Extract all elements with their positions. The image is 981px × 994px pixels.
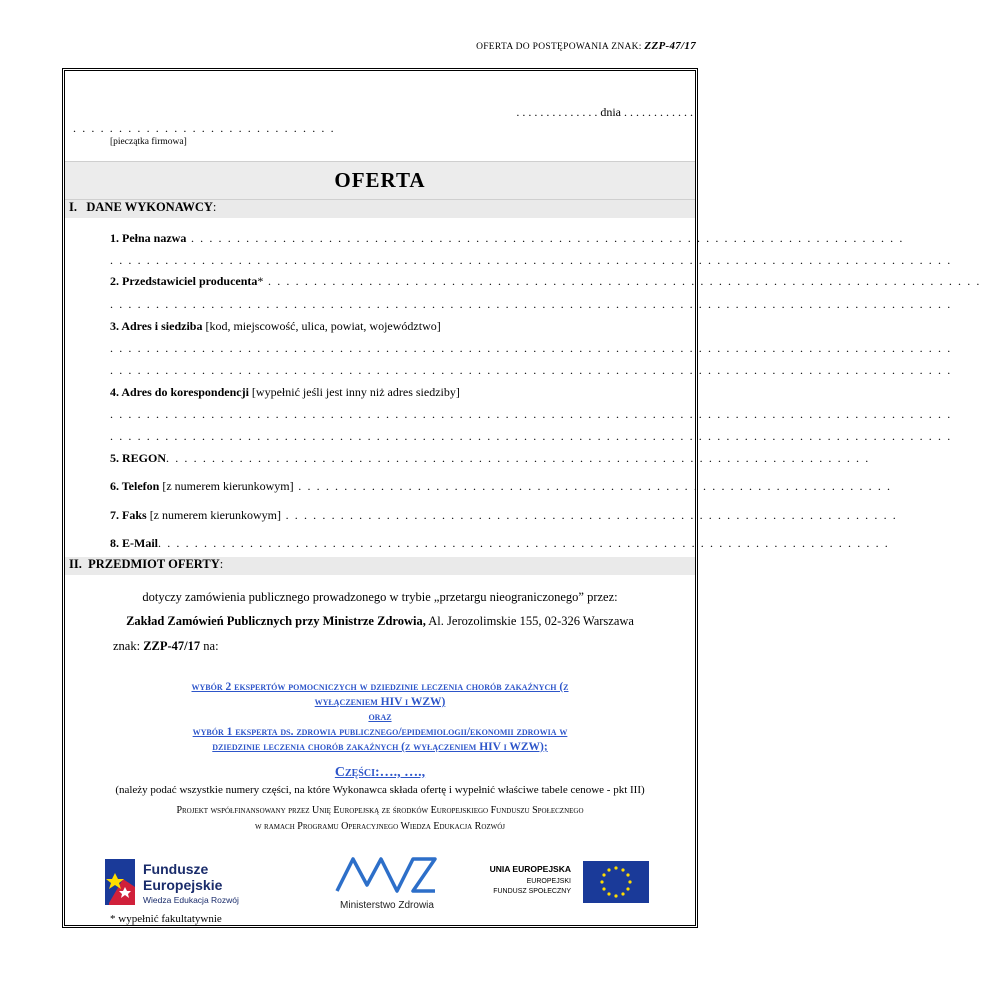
section-1-heading: I. DANE WYKONAWCY: xyxy=(65,200,695,218)
eu-flag-icon xyxy=(489,861,659,903)
subject-line-1: dotyczy zamówienia publicznego prowadzonego w trybie „przetargu nieograniczonego” przez: xyxy=(142,590,618,604)
fe-flag-icon xyxy=(105,857,255,909)
svg-text:Wiedza Edukacja Rozwój: Wiedza Edukacja Rozwój xyxy=(143,895,239,905)
field-phone[interactable]: 6. Telefon [z numerem kierunkowym] . . . . . . . . . . . . . . . . . . . . . . . . . . . . . . . . . . . . . . . . . . . . . . . . . . . . . . . . . . . . . . . . . xyxy=(110,479,892,493)
field-correspondence[interactable]: 4. Adres do korespondencji [wypełnić jeśli jest inny niż adres siedziby] xyxy=(110,385,460,399)
field-email[interactable]: 8. E-Mail. . . . . . . . . . . . . . . . . . . . . . . . . . . . . . . . . . . . . . . . . . . . . . . . . . . . . . . . . . . . . . . . . . . . . . . . . . . . . . . . xyxy=(110,536,890,550)
field-correspondence-line2[interactable]: . . . . . . . . . . . . . . . . . . . . . . . . . . . . . . . . . . . . . . . . . . . . . . . . . . . . . . . . . . . . . . . . . . . . . . . . . . . . . . . . . . . . . . . . . . . . xyxy=(110,429,952,443)
page-header xyxy=(476,40,696,52)
subject-ref: znak: ZZP-47/17 na: xyxy=(113,639,219,653)
field-producer-rep[interactable]: 2. Przedstawiciel producenta* . . . . . . . . . . . . . . . . . . . . . . . . . . . . . . . . . . . . . . . . . . . . . . . . . . . . . . . . . . . . . . . . . . . . . . . . . . . . . . xyxy=(110,274,981,288)
svg-text:Fundusze: Fundusze xyxy=(143,861,209,877)
page-title: OFERTA xyxy=(334,168,426,192)
field-full-name-line2[interactable]: . . . . . . . . . . . . . . . . . . . . . . . . . . . . . . . . . . . . . . . . . . . . . . . . . . . . . . . . . . . . . . . . . . . . . . . . . . . . . . . . . . . . . . . . . . . . xyxy=(110,253,952,267)
link-line-5[interactable]: dziedzinie leczenia chorób zakaźnych (z wyłączeniem HIV i WZW); xyxy=(212,741,548,753)
fundusze-europejskie-logo xyxy=(105,857,255,909)
offer-frame xyxy=(62,68,981,928)
field-regon[interactable]: 5. REGON. . . . . . . . . . . . . . . . . . . . . . . . . . . . . . . . . . . . . . . . . . . . . . . . . . . . . . . . . . . . . . . . . . . . . . . . . . . . . xyxy=(110,451,870,465)
field-fax[interactable]: 7. Faks [z numerem kierunkowym] . . . . . . . . . . . . . . . . . . . . . . . . . . . . . . . . . . . . . . . . . . . . . . . . . . . . . . . . . . . . . . . . . . . xyxy=(110,508,898,522)
ministerstwo-zdrowia-logo xyxy=(327,851,447,911)
mz-mark-icon xyxy=(327,851,447,911)
field-address-line2[interactable]: . . . . . . . . . . . . . . . . . . . . . . . . . . . . . . . . . . . . . . . . . . . . . . . . . . . . . . . . . . . . . . . . . . . . . . . . . . . . . . . . . . . . . . . . . . . . xyxy=(110,363,952,377)
field-full-name[interactable]: 1. Pełna nazwa . . . . . . . . . . . . . . . . . . . . . . . . . . . . . . . . . . . . . . . . . . . . . . . . . . . . . . . . . . . . . . . . . . . . . . . . . . . . . . xyxy=(110,231,904,245)
section-2-heading: II. PRZEDMIOT OFERTY: xyxy=(65,557,695,575)
header-prefix: OFERTA DO POSTĘPOWANIA ZNAK: xyxy=(476,42,645,52)
unia-europejska-logo xyxy=(489,861,659,903)
title-bar xyxy=(65,161,695,200)
subject-org: Zakład Zamówień Publicznych przy Ministrze Zdrowia, Al. Jerozolimskie 155, 02-326 Warszawa xyxy=(126,614,634,628)
field-producer-rep-line2[interactable]: . . . . . . . . . . . . . . . . . . . . . . . . . . . . . . . . . . . . . . . . . . . . . . . . . . . . . . . . . . . . . . . . . . . . . . . . . . . . . . . . . . . . . . . . . . . . xyxy=(110,297,952,311)
link-line-4[interactable]: wybór 1 eksperta ds. zdrowia publicznego/epidemiologii/ekonomii zdrowia w xyxy=(192,726,568,738)
field-correspondence-line1[interactable]: . . . . . . . . . . . . . . . . . . . . . . . . . . . . . . . . . . . . . . . . . . . . . . . . . . . . . . . . . . . . . . . . . . . . . . . . . . . . . . . . . . . . . . . . . . . . xyxy=(110,407,952,421)
stamp-dots[interactable]: . . . . . . . . . . . . . . . . . . . . . . . . . . . . . xyxy=(73,121,336,135)
link-line-1[interactable]: wybór 2 ekspertów pomocniczych w dziedzinie leczenia chorób zakaźnych (z xyxy=(191,681,569,693)
stamp-label: [pieczątka firmowa] xyxy=(110,137,187,147)
parts-field[interactable]: Części:…., …., xyxy=(334,765,426,780)
link-line-3[interactable]: oraz xyxy=(368,711,392,723)
svg-text:UNIA EUROPEJSKA: UNIA EUROPEJSKA xyxy=(489,864,571,874)
date-line[interactable]: . . . . . . . . . . . . . . dnia . . . . . . . . . . . . xyxy=(516,105,693,119)
header-code: ZZP-47/17 xyxy=(644,40,696,52)
field-address[interactable]: 3. Adres i siedziba [kod, miejscowość, ulica, powiat, województwo] xyxy=(110,319,441,333)
cofinancing-line-1: Projekt współfinansowany przez Unię Europejską ze środków Europejskiego Funduszu Społecznego xyxy=(176,805,584,816)
field-address-line1[interactable]: . . . . . . . . . . . . . . . . . . . . . . . . . . . . . . . . . . . . . . . . . . . . . . . . . . . . . . . . . . . . . . . . . . . . . . . . . . . . . . . . . . . . . . . . . . . . xyxy=(110,341,952,355)
footnote: * wypełnić fakultatywnie xyxy=(110,913,222,925)
link-line-2[interactable]: wyłączeniem HIV i WZW) xyxy=(314,696,446,708)
cofinancing-line-2: w ramach Programu Operacyjnego Wiedza Edukacja Rozwój xyxy=(254,821,506,832)
svg-text:FUNDUSZ SPOŁECZNY: FUNDUSZ SPOŁECZNY xyxy=(493,888,571,895)
svg-text:Ministerstwo Zdrowia: Ministerstwo Zdrowia xyxy=(340,900,434,911)
parts-note: (należy podać wszystkie numery części, na które Wykonawca składa ofertę i wypełnić właściwe tabele cenowe - pkt III) xyxy=(115,784,645,796)
svg-text:Europejskie: Europejskie xyxy=(143,877,223,893)
svg-text:EUROPEJSKI: EUROPEJSKI xyxy=(526,878,571,885)
